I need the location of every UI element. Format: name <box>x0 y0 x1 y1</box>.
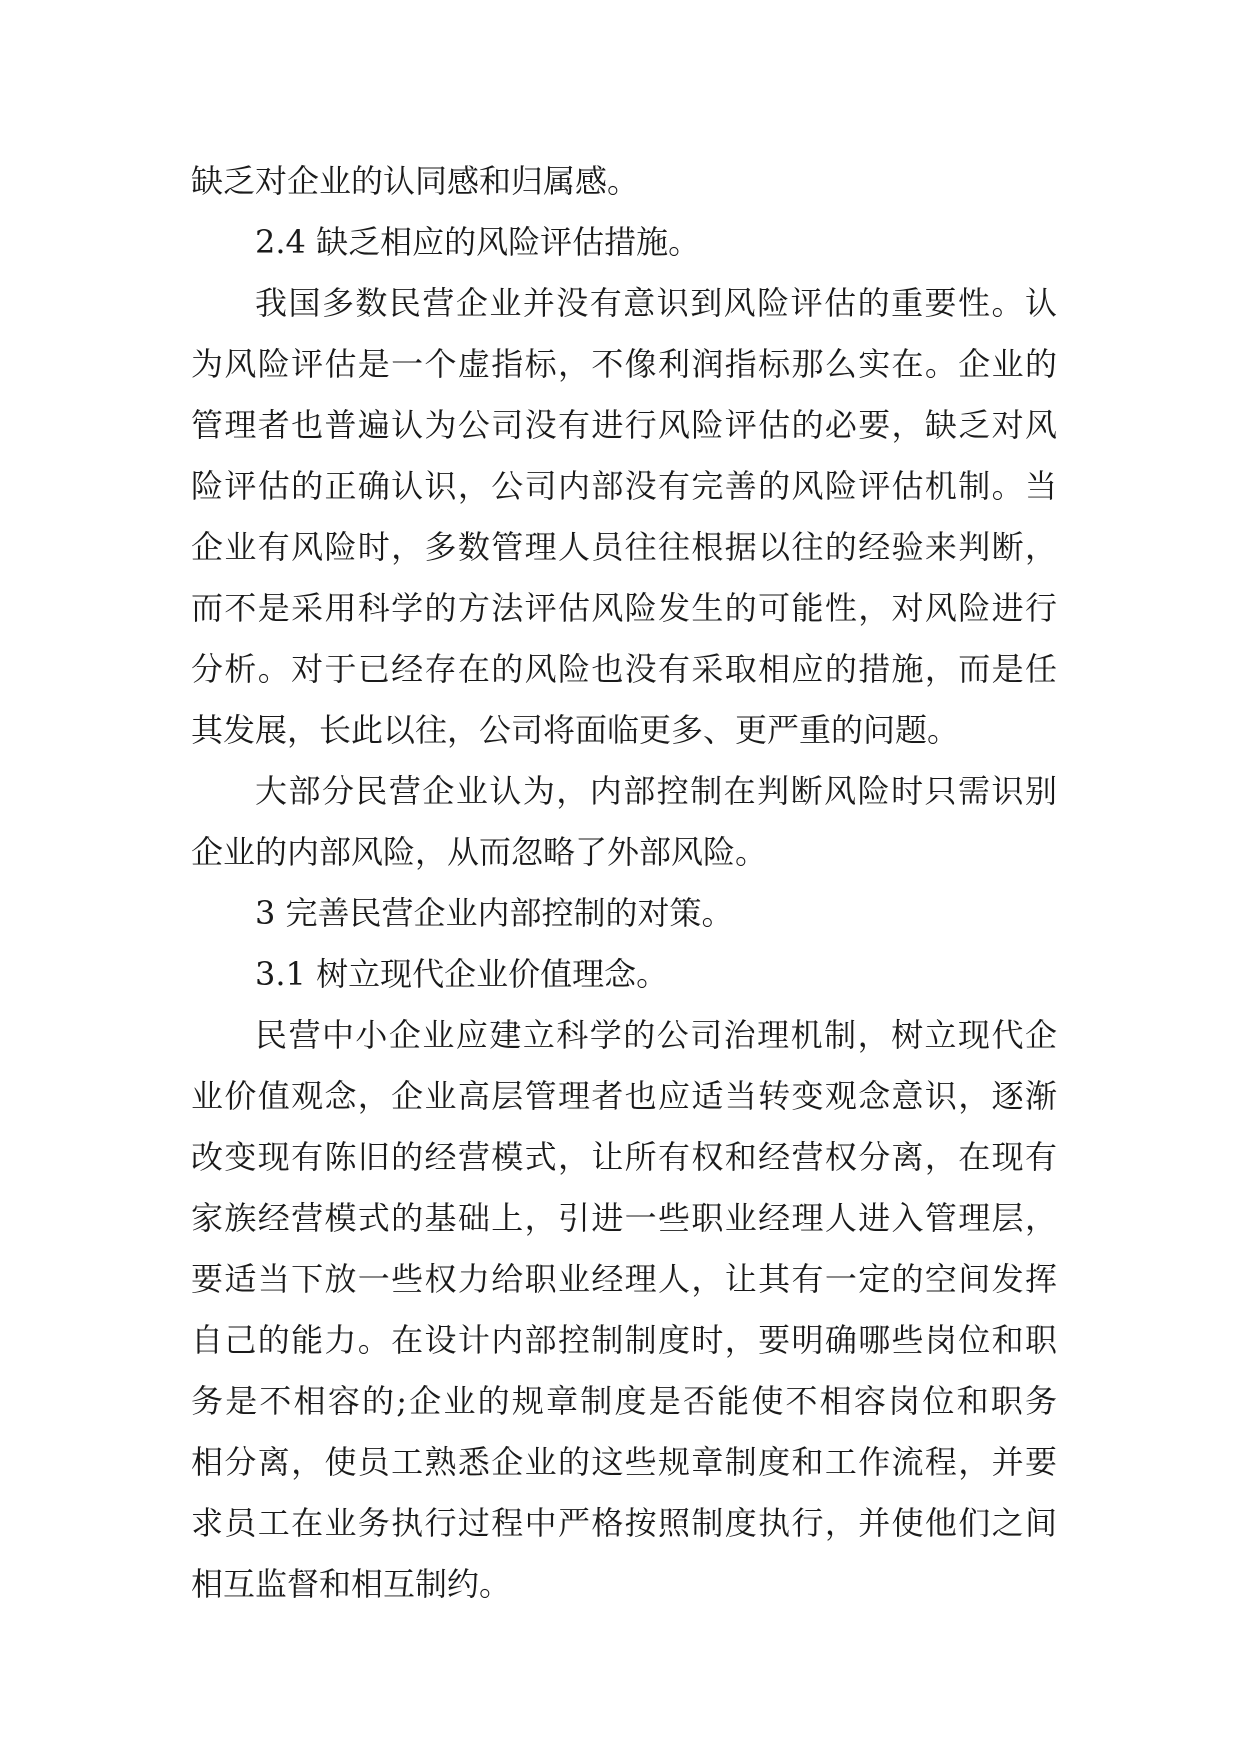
paragraph-line: 务是不相容的;企业的规章制度是否能使不相容岗位和职务 <box>191 1382 1057 1420</box>
document-body <box>191 151 1057 1615</box>
paragraph-line: 管理者也普遍认为公司没有进行风险评估的必要，缺乏对风 <box>191 406 1057 444</box>
paragraph-line: 我国多数民营企业并没有意识到风险评估的重要性。认 <box>255 284 1057 322</box>
paragraph-line: 为风险评估是一个虚指标，不像利润指标那么实在。企业的 <box>191 345 1057 383</box>
paragraph-line: 缺乏对企业的认同感和归属感。 <box>191 162 640 200</box>
paragraph-line: 企业的内部风险，从而忽略了外部风险。 <box>191 833 768 871</box>
section-heading: 2.4 缺乏相应的风险评估措施。 <box>255 223 701 261</box>
paragraph-line: 相分离，使员工熟悉企业的这些规章制度和工作流程，并要 <box>191 1443 1057 1481</box>
paragraph-line: 改变现有陈旧的经营模式，让所有权和经营权分离，在现有 <box>191 1138 1057 1176</box>
paragraph-line: 其发展，长此以往，公司将面临更多、更严重的问题。 <box>191 711 960 749</box>
paragraph-line: 要适当下放一些权力给职业经理人，让其有一定的空间发挥 <box>191 1260 1057 1298</box>
paragraph-line: 民营中小企业应建立科学的公司治理机制，树立现代企 <box>255 1016 1057 1054</box>
paragraph-line: 而不是采用科学的方法评估风险发生的可能性，对风险进行 <box>191 589 1057 627</box>
paragraph-line: 业价值观念，企业高层管理者也应适当转变观念意识，逐渐 <box>191 1077 1057 1115</box>
paragraph-line: 求员工在业务执行过程中严格按照制度执行，并使他们之间 <box>191 1504 1057 1542</box>
paragraph-line: 自己的能力。在设计内部控制制度时，要明确哪些岗位和职 <box>191 1321 1057 1359</box>
paragraph-line: 相互监督和相互制约。 <box>191 1565 512 1603</box>
paragraph-line: 企业有风险时，多数管理人员往往根据以往的经验来判断， <box>191 528 1057 566</box>
paragraph-line: 分析。对于已经存在的风险也没有采取相应的措施，而是任 <box>191 650 1057 688</box>
section-heading: 3 完善民营企业内部控制的对策。 <box>255 894 734 932</box>
subsection-heading: 3.1 树立现代企业价值理念。 <box>255 955 669 993</box>
paragraph-line: 家族经营模式的基础上，引进一些职业经理人进入管理层， <box>191 1199 1057 1237</box>
paragraph-line: 大部分民营企业认为，内部控制在判断风险时只需识别 <box>255 772 1057 810</box>
paragraph-line: 险评估的正确认识，公司内部没有完善的风险评估机制。当 <box>191 467 1057 505</box>
